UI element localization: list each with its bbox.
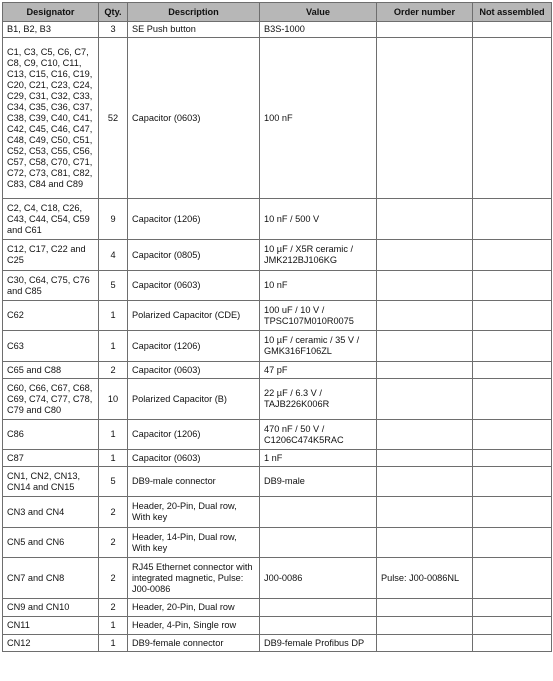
designator-cell: C2, C4, C18, C26, C43, C44, C54, C59 and C61 — [3, 199, 99, 240]
value-cell — [260, 617, 377, 635]
table-row — [3, 558, 552, 599]
value-cell: 10 nF — [260, 271, 377, 301]
qty-cell: 2 — [99, 599, 128, 617]
order-number-cell — [377, 599, 473, 617]
order-number-cell — [377, 271, 473, 301]
order-number-cell — [377, 199, 473, 240]
table-row — [3, 362, 552, 379]
table-row — [3, 38, 552, 199]
designator-cell: C60, C66, C67, C68, C69, C74, C77, C78, C79 and C80 — [3, 379, 99, 420]
designator-cell: B1, B2, B3 — [3, 22, 99, 38]
table-row — [3, 635, 552, 652]
value-cell: 10 µF / X5R ceramic / JMK212BJ106KG — [260, 240, 377, 271]
bom-table — [2, 2, 552, 652]
description-cell: Polarized Capacitor (B) — [128, 379, 260, 420]
value-cell: 10 nF / 500 V — [260, 199, 377, 240]
value-cell — [260, 497, 377, 528]
order-number-cell — [377, 617, 473, 635]
table-row — [3, 528, 552, 558]
order-number-cell — [377, 38, 473, 199]
header-qty: Qty. — [99, 3, 128, 22]
value-cell: 10 µF / ceramic / 35 V / GMK316F106ZL — [260, 331, 377, 362]
qty-cell: 2 — [99, 497, 128, 528]
table-header-row — [3, 3, 552, 22]
not-assembled-cell — [473, 301, 552, 331]
description-cell: Capacitor (0603) — [128, 38, 260, 199]
value-cell: 470 nF / 50 V / C1206C474K5RAC — [260, 420, 377, 450]
description-cell: Capacitor (1206) — [128, 199, 260, 240]
description-cell: Capacitor (0603) — [128, 450, 260, 467]
value-cell: 1 nF — [260, 450, 377, 467]
not-assembled-cell — [473, 497, 552, 528]
designator-cell: C87 — [3, 450, 99, 467]
value-cell: 100 uF / 10 V / TPSC107M010R0075 — [260, 301, 377, 331]
designator-cell: CN5 and CN6 — [3, 528, 99, 558]
order-number-cell — [377, 420, 473, 450]
table-row — [3, 467, 552, 497]
value-cell — [260, 599, 377, 617]
table-row — [3, 379, 552, 420]
not-assembled-cell — [473, 38, 552, 199]
description-cell: DB9-female connector — [128, 635, 260, 652]
table-row — [3, 450, 552, 467]
table-row — [3, 301, 552, 331]
description-cell: Header, 20-Pin, Dual row — [128, 599, 260, 617]
qty-cell: 1 — [99, 331, 128, 362]
table-row — [3, 617, 552, 635]
designator-cell: CN3 and CN4 — [3, 497, 99, 528]
designator-cell: C30, C64, C75, C76 and C85 — [3, 271, 99, 301]
value-cell: J00-0086 — [260, 558, 377, 599]
designator-cell: C1, C3, C5, C6, C7, C8, C9, C10, C11, C13, C15, C16, C19, C20, C21, C23, C24, C29, C31, C32, C33, C34, C35, C36, C37, C38, C39, C40, C41, C42, C45, C46, C47, C48, C49, C50, C51, C52, C53, C55, C56, C57, C58, C70, C71, C72, C73, C81, C82, C83, C84 and C89 — [3, 38, 99, 199]
not-assembled-cell — [473, 420, 552, 450]
designator-cell: C12, C17, C22 and C25 — [3, 240, 99, 271]
description-cell: DB9-male connector — [128, 467, 260, 497]
order-number-cell: Pulse: J00-0086NL — [377, 558, 473, 599]
qty-cell: 2 — [99, 528, 128, 558]
not-assembled-cell — [473, 271, 552, 301]
not-assembled-cell — [473, 528, 552, 558]
qty-cell: 9 — [99, 199, 128, 240]
designator-cell: CN1, CN2, CN13, CN14 and CN15 — [3, 467, 99, 497]
qty-cell: 5 — [99, 271, 128, 301]
value-cell: B3S-1000 — [260, 22, 377, 38]
description-cell: SE Push button — [128, 22, 260, 38]
qty-cell: 1 — [99, 635, 128, 652]
order-number-cell — [377, 635, 473, 652]
designator-cell: CN12 — [3, 635, 99, 652]
order-number-cell — [377, 240, 473, 271]
designator-cell: C62 — [3, 301, 99, 331]
order-number-cell — [377, 528, 473, 558]
qty-cell: 4 — [99, 240, 128, 271]
designator-cell: C65 and C88 — [3, 362, 99, 379]
value-cell: DB9-female Profibus DP — [260, 635, 377, 652]
not-assembled-cell — [473, 450, 552, 467]
not-assembled-cell — [473, 635, 552, 652]
table-row — [3, 599, 552, 617]
header-order-number: Order number — [377, 3, 473, 22]
value-cell: 100 nF — [260, 38, 377, 199]
description-cell: Capacitor (1206) — [128, 331, 260, 362]
header-designator: Designator — [3, 3, 99, 22]
table-row — [3, 497, 552, 528]
not-assembled-cell — [473, 362, 552, 379]
header-not-assembled: Not assembled — [473, 3, 552, 22]
qty-cell: 52 — [99, 38, 128, 199]
value-cell: 47 pF — [260, 362, 377, 379]
table-row — [3, 199, 552, 240]
description-cell: Capacitor (1206) — [128, 420, 260, 450]
order-number-cell — [377, 22, 473, 38]
description-cell: Header, 4-Pin, Single row — [128, 617, 260, 635]
description-cell: Header, 20-Pin, Dual row, With key — [128, 497, 260, 528]
table-row — [3, 331, 552, 362]
table-body — [3, 22, 552, 652]
qty-cell: 10 — [99, 379, 128, 420]
table-row — [3, 22, 552, 38]
table-row — [3, 240, 552, 271]
qty-cell: 1 — [99, 617, 128, 635]
qty-cell: 1 — [99, 450, 128, 467]
qty-cell: 5 — [99, 467, 128, 497]
qty-cell: 2 — [99, 558, 128, 599]
not-assembled-cell — [473, 558, 552, 599]
description-cell: Capacitor (0603) — [128, 362, 260, 379]
value-cell: DB9-male — [260, 467, 377, 497]
qty-cell: 3 — [99, 22, 128, 38]
description-cell: Capacitor (0805) — [128, 240, 260, 271]
qty-cell: 1 — [99, 420, 128, 450]
description-cell: Polarized Capacitor (CDE) — [128, 301, 260, 331]
designator-cell: C63 — [3, 331, 99, 362]
header-description: Description — [128, 3, 260, 22]
value-cell: 22 µF / 6.3 V / TAJB226K006R — [260, 379, 377, 420]
header-value: Value — [260, 3, 377, 22]
table-row — [3, 420, 552, 450]
order-number-cell — [377, 331, 473, 362]
order-number-cell — [377, 467, 473, 497]
not-assembled-cell — [473, 22, 552, 38]
order-number-cell — [377, 497, 473, 528]
designator-cell: CN11 — [3, 617, 99, 635]
not-assembled-cell — [473, 599, 552, 617]
order-number-cell — [377, 379, 473, 420]
designator-cell: C86 — [3, 420, 99, 450]
value-cell — [260, 528, 377, 558]
qty-cell: 1 — [99, 301, 128, 331]
qty-cell: 2 — [99, 362, 128, 379]
not-assembled-cell — [473, 199, 552, 240]
description-cell: RJ45 Ethernet connector with integrated magnetic, Pulse: J00-0086 — [128, 558, 260, 599]
order-number-cell — [377, 362, 473, 379]
description-cell: Header, 14-Pin, Dual row, With key — [128, 528, 260, 558]
description-cell: Capacitor (0603) — [128, 271, 260, 301]
table-row — [3, 271, 552, 301]
order-number-cell — [377, 301, 473, 331]
not-assembled-cell — [473, 617, 552, 635]
designator-cell: CN9 and CN10 — [3, 599, 99, 617]
designator-cell: CN7 and CN8 — [3, 558, 99, 599]
not-assembled-cell — [473, 331, 552, 362]
not-assembled-cell — [473, 379, 552, 420]
not-assembled-cell — [473, 467, 552, 497]
order-number-cell — [377, 450, 473, 467]
not-assembled-cell — [473, 240, 552, 271]
